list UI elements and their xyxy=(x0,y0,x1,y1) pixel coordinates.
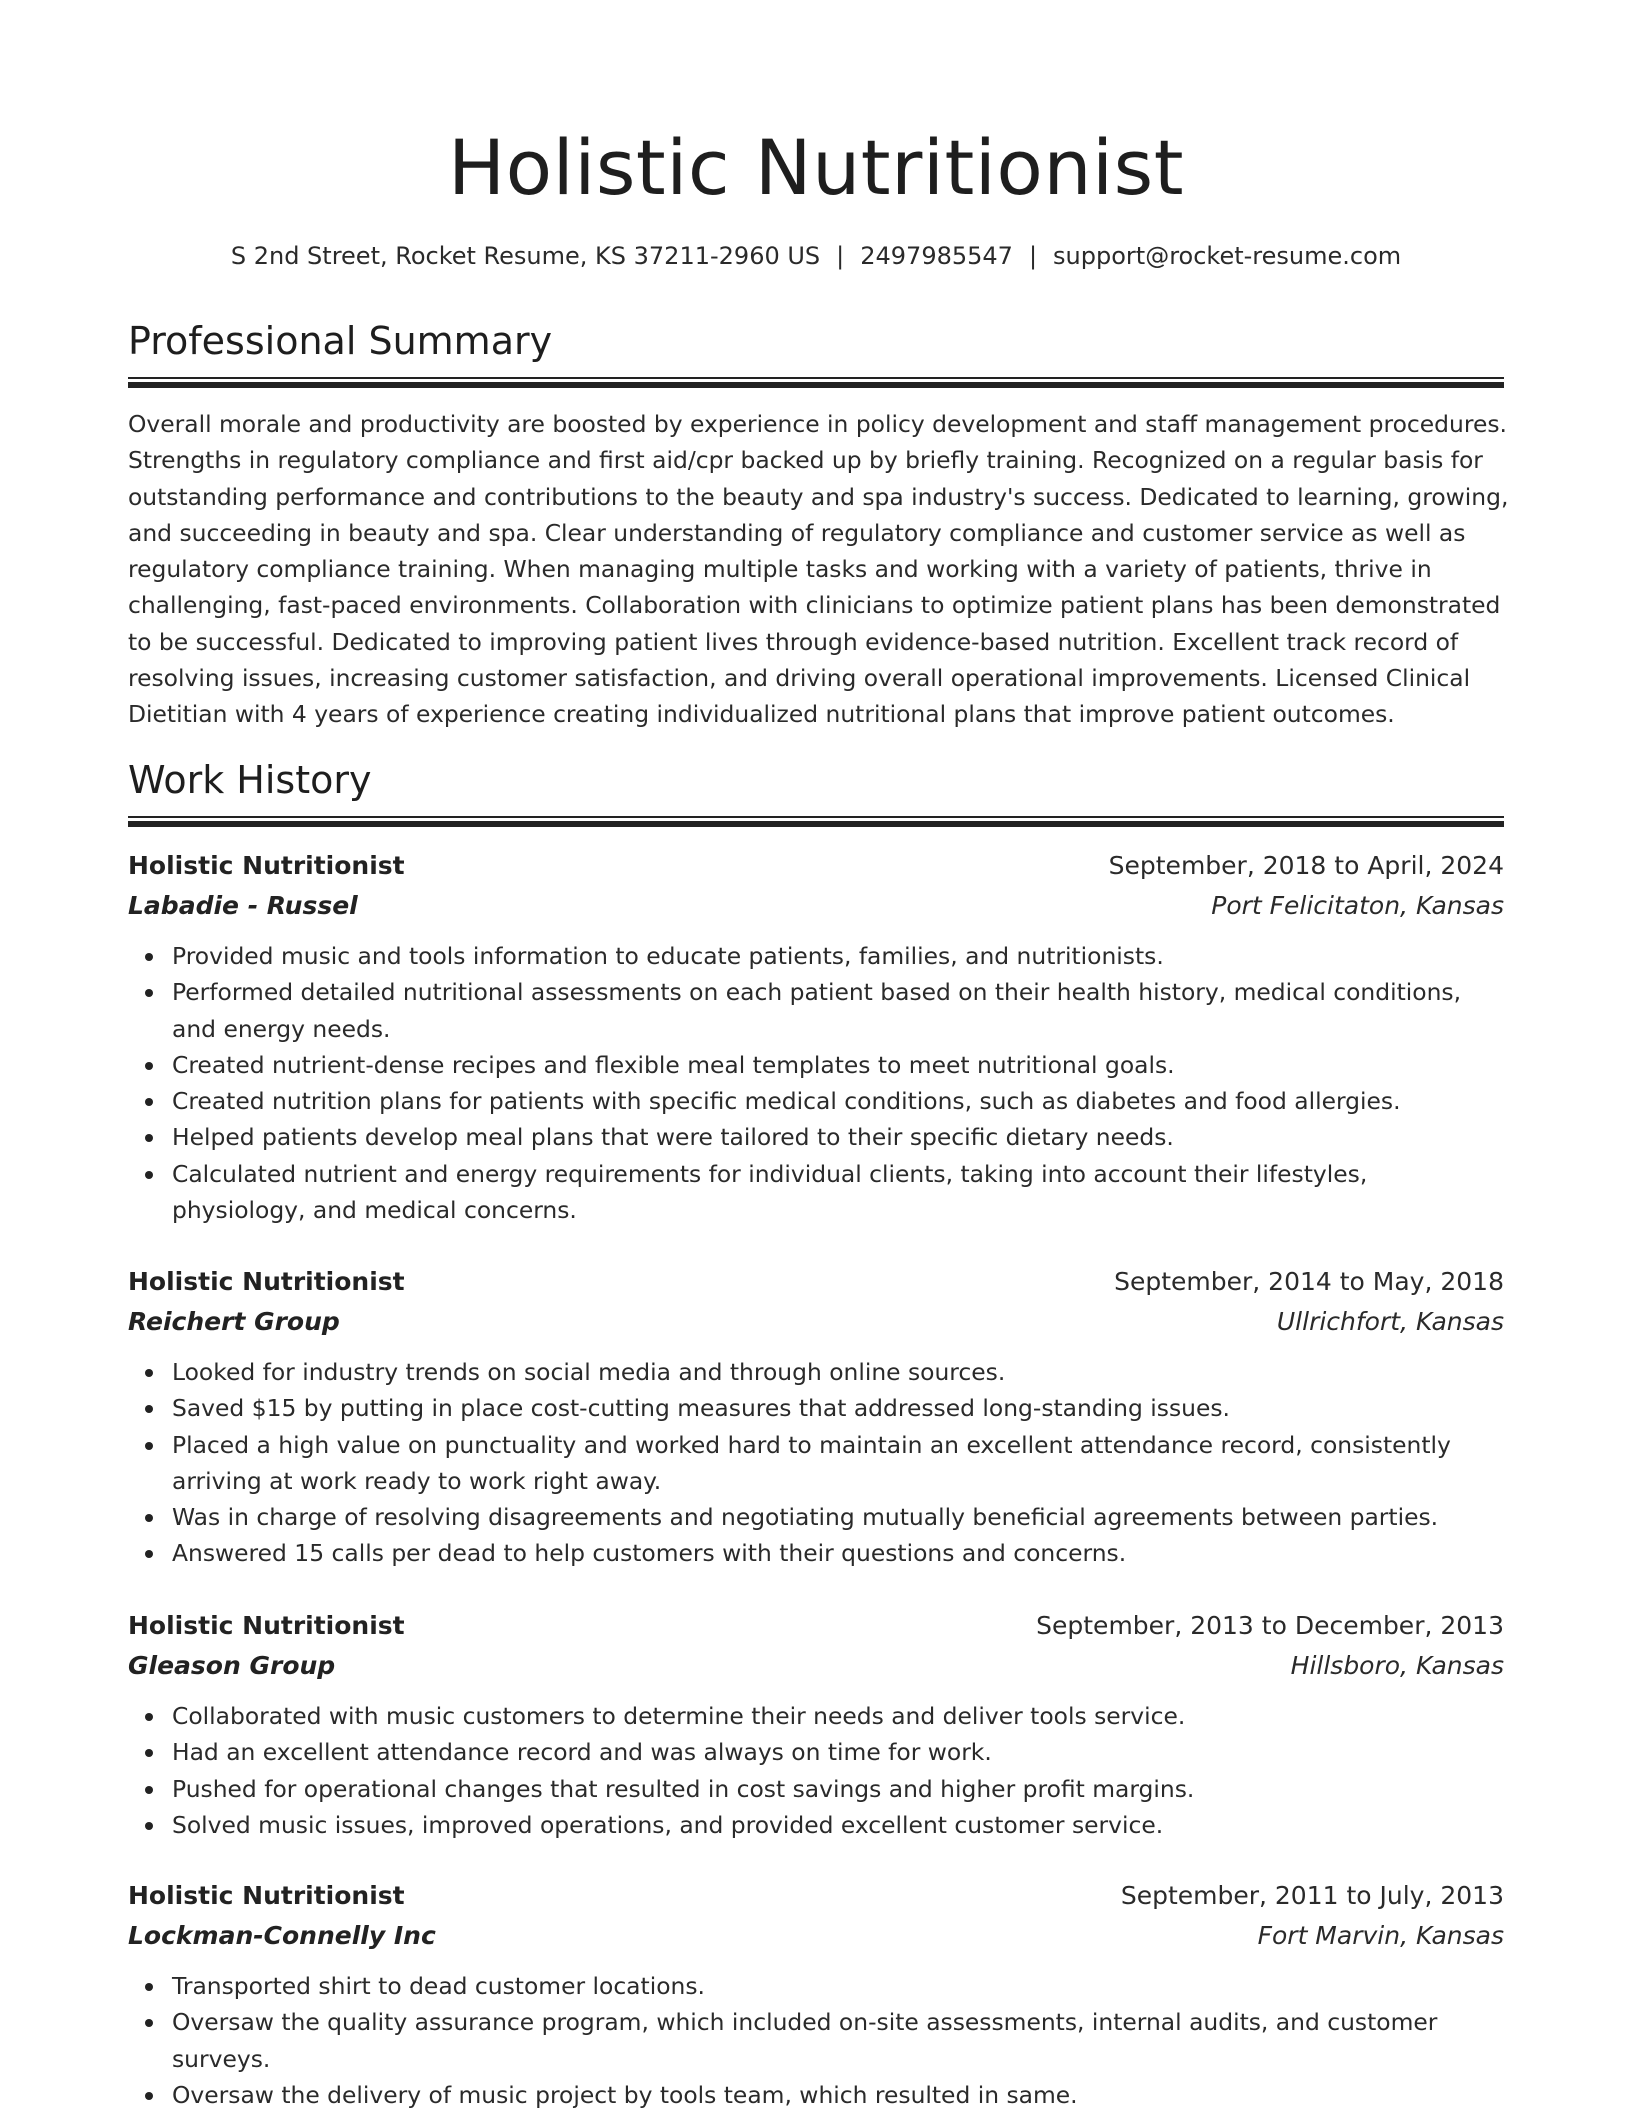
contact-separator: | xyxy=(836,242,845,270)
job-bullets xyxy=(128,1698,1504,1843)
resume-title: Holistic Nutritionist xyxy=(447,123,1185,212)
work-history-heading: Work History xyxy=(128,758,372,802)
job-bullet: Solved music issues, improved operations, and provided excellent customer service. xyxy=(128,1807,1504,1843)
job-dates: September, 2018 to April, 2024 xyxy=(1108,851,1504,880)
job-bullet: Was in charge of resolving disagreements and negotiating mutually beneficial agreements between parties. xyxy=(128,1499,1504,1535)
job-bullet: Calculated nutrient and energy requirements for individual clients, taking into account their lifestyles, physiology, and medical concerns. xyxy=(128,1156,1504,1229)
job-dates: September, 2013 to December, 2013 xyxy=(1036,1611,1504,1640)
job-company: Labadie - Russel xyxy=(128,891,358,920)
job-bullet: Pushed for operational changes that resulted in cost savings and higher profit margins. xyxy=(128,1771,1504,1807)
job-title: Holistic Nutritionist xyxy=(128,1881,405,1910)
job-dates: September, 2014 to May, 2018 xyxy=(1114,1267,1504,1296)
job-location: Hillsboro, Kansas xyxy=(1290,1651,1504,1680)
job-bullet: Provided music and tools information to educate patients, families, and nutritionists. xyxy=(128,938,1504,974)
job-bullet: Saved $15 by putting in place cost-cutting measures that addressed long-standing issues. xyxy=(128,1390,1504,1426)
summary-heading: Professional Summary xyxy=(128,319,553,363)
job-dates: September, 2011 to July, 2013 xyxy=(1120,1881,1504,1910)
job-entry xyxy=(128,1606,1504,1843)
job-entry xyxy=(128,1262,1504,1572)
job-location: Fort Marvin, Kansas xyxy=(1257,1921,1504,1950)
job-bullet: Looked for industry trends on social media and through online sources. xyxy=(128,1354,1504,1390)
job-bullet: Oversaw the delivery of music project by tools team, which resulted in same. xyxy=(128,2077,1504,2113)
job-entry xyxy=(128,1876,1504,2113)
job-bullet: Performed detailed nutritional assessments on each patient based on their health history, medical conditions, and energy needs. xyxy=(128,974,1504,1047)
job-bullet: Had an excellent attendance record and was always on time for work. xyxy=(128,1734,1504,1770)
job-bullet: Created nutrition plans for patients with specific medical conditions, such as diabetes and food allergies. xyxy=(128,1083,1504,1119)
contact-phone: 2497985547 xyxy=(860,242,1013,270)
job-location: Port Felicitaton, Kansas xyxy=(1211,891,1504,920)
job-company: Gleason Group xyxy=(128,1651,336,1680)
job-company: Lockman-Connelly Inc xyxy=(128,1921,436,1950)
job-location: Ullrichfort, Kansas xyxy=(1276,1307,1504,1336)
job-bullets xyxy=(128,1968,1504,2113)
job-bullet: Answered 15 calls per dead to help customers with their questions and concerns. xyxy=(128,1535,1504,1571)
contact-line xyxy=(128,238,1504,274)
summary-text: Overall morale and productivity are boosted by experience in policy development and staff management procedures. Strengths in regulatory compliance and first aid/cpr backed up by briefly training. Recognized on a regular basis for outstanding performance and contributions to the beauty and spa industry's success. Dedicated to learning, growing, and succeeding in beauty and spa. Clear understanding of regulatory compliance and customer service as well as regulatory compliance training. When managing multiple tasks and working with a variety of patients, thrive in challenging, fast-paced environments. Collaboration with clinicians to optimize patient plans has been demonstrated to be successful. Dedicated to improving patient lives through evidence-based nutrition. Excellent track record of resolving issues, increasing customer satisfaction, and driving overall operational improvements. Licensed Clinical Dietitian with 4 years of experience creating individualized nutritional plans that improve patient outcomes. xyxy=(128,410,1509,729)
job-bullets xyxy=(128,1354,1504,1572)
job-bullet: Transported shirt to dead customer locations. xyxy=(128,1968,1504,2004)
contact-separator: | xyxy=(1028,242,1038,270)
job-company: Reichert Group xyxy=(128,1307,340,1336)
section-divider xyxy=(128,816,1504,827)
job-bullet: Created nutrient-dense recipes and flexible meal templates to meet nutritional goals. xyxy=(128,1047,1504,1083)
job-title: Holistic Nutritionist xyxy=(128,1611,405,1640)
job-bullet: Oversaw the quality assurance program, which included on-site assessments, internal audits, and customer surveys. xyxy=(128,2004,1504,2077)
contact-email: support@rocket-resume.com xyxy=(1053,242,1402,270)
job-entry xyxy=(128,846,1504,1228)
contact-address: S 2nd Street, Rocket Resume, KS 37211-2960 US xyxy=(230,242,821,270)
job-bullet: Collaborated with music customers to determine their needs and deliver tools service. xyxy=(128,1698,1504,1734)
job-title: Holistic Nutritionist xyxy=(128,851,405,880)
job-bullet: Helped patients develop meal plans that were tailored to their specific dietary needs. xyxy=(128,1119,1504,1155)
job-bullet: Placed a high value on punctuality and worked hard to maintain an excellent attendance record, consistently arriving at work ready to work right away. xyxy=(128,1427,1504,1500)
section-divider xyxy=(128,377,1504,388)
job-bullets xyxy=(128,938,1504,1228)
job-title: Holistic Nutritionist xyxy=(128,1267,405,1296)
